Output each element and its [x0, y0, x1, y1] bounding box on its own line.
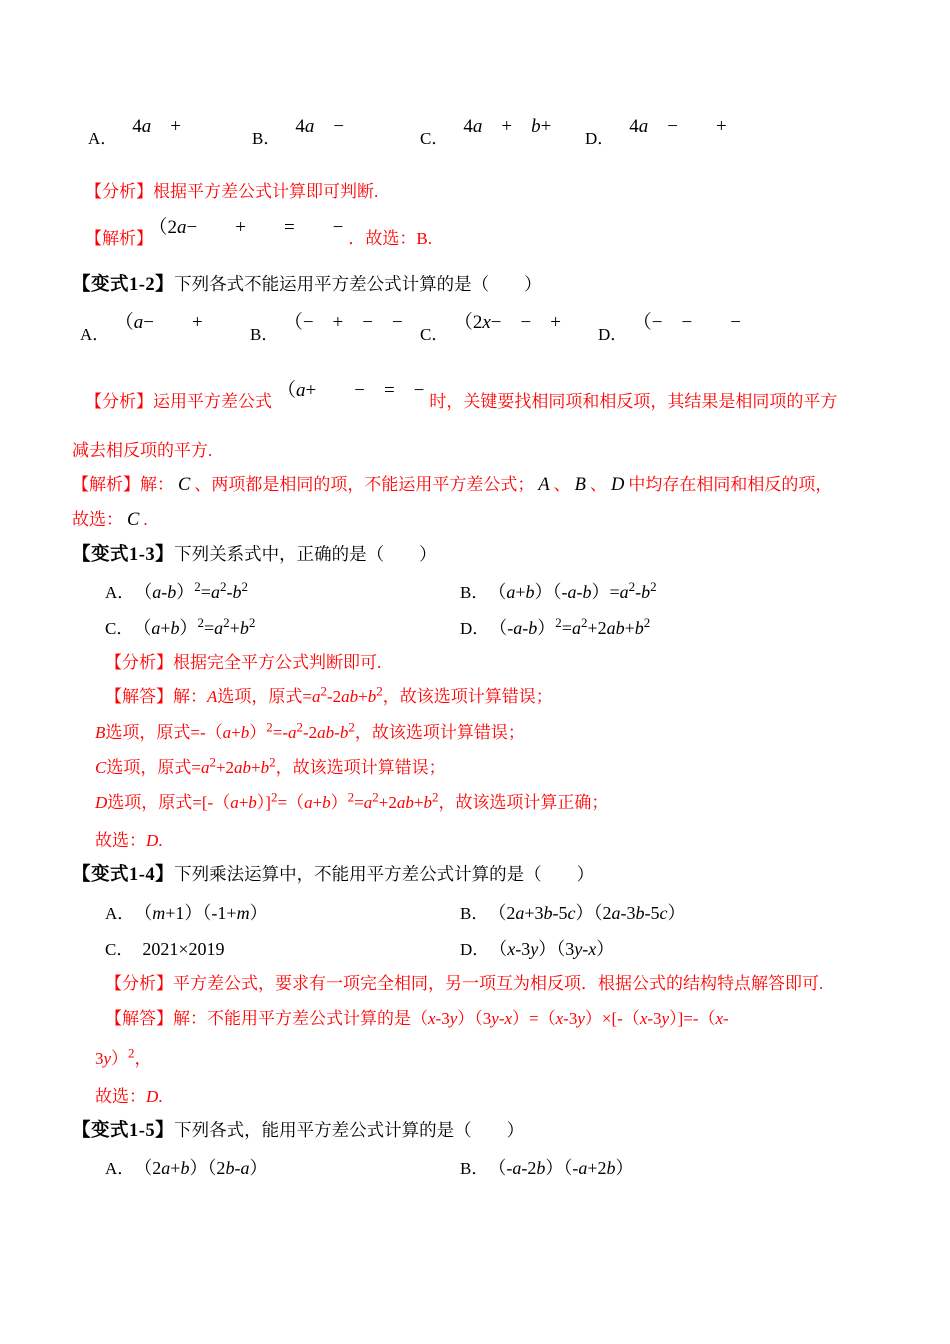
solution-text: D选项，原式$=[-(a+b)]^2=(a+b)^2=a^2+2ab+b^2$，故该选项计算正确；: [95, 789, 609, 812]
option-formula: （x-3y）（3y-x）: [498, 939, 615, 959]
variant-title: 下列各式，能用平方差公式计算的是（ ）: [174, 1120, 525, 1140]
option-formula: $(a+b)^2=a^2+b^2$: [142, 615, 256, 638]
analysis-text: 时，关键要找相同项和相反项，其结果是相同项的平方: [429, 392, 838, 411]
math-letter: D: [610, 475, 625, 495]
variant-tag: 【变式1-3】: [72, 545, 175, 565]
option-label: A．: [80, 325, 110, 344]
option-formula: （a− +: [124, 312, 203, 333]
analysis-text: 【分析】根据平方差公式计算即可判断.: [85, 182, 379, 201]
v12-solution-line: [72, 473, 832, 498]
option-formula: 4a + b+: [463, 116, 552, 137]
option-formula: （-a-2b）（-a+2b）: [497, 1158, 634, 1178]
option-formula: 4a +: [132, 116, 181, 137]
solution-text: 、: [589, 475, 607, 494]
v13-conclusion-line: [95, 830, 163, 853]
v15-option-a: [105, 1156, 267, 1181]
v14-conclusion-line: [95, 1086, 163, 1109]
solution-answer: ．故选：B.: [348, 229, 432, 248]
option-label: B．: [252, 129, 281, 148]
solution-text: 【解答】解：不能用平方差公式计算的是（x-3y）（3y-x）=（x-3y）×[-（x-3y）]=-（x-: [105, 1009, 729, 1028]
option-label: B．: [460, 1159, 489, 1178]
analysis-text: 【分析】平方差公式，要求有一项完全相同，另一项互为相反项．根据公式的结构特点解答即可.: [105, 974, 824, 993]
v13-option-d: [460, 616, 650, 641]
analysis-text: 【分析】运用平方差公式: [85, 392, 272, 411]
option-label: A．: [105, 904, 135, 923]
v14-option-d: [460, 937, 614, 962]
solution-text: 故选：D.: [95, 1087, 163, 1106]
q1-option-d: [585, 116, 727, 152]
solution-label: 【解析】: [85, 229, 153, 248]
option-label: B．: [460, 904, 489, 923]
variant-tag: 【变式1-4】: [72, 865, 175, 885]
solution-text: C选项，原式$=a^2+2ab+b^2$，故该选项计算错误；: [95, 754, 446, 777]
v12-analysis-line-1: [85, 380, 838, 415]
option-formula: （2x− − +: [463, 312, 561, 333]
option-formula: （− + − −: [293, 312, 403, 333]
math-letter: C: [178, 475, 191, 495]
option-label: A．: [105, 583, 135, 602]
option-label: C．: [105, 619, 134, 638]
v13-header: [72, 543, 437, 568]
option-formula: $(-a-b)^2=a^2+2ab+b^2$: [498, 615, 651, 638]
option-label: D．: [598, 325, 628, 344]
q1-analysis-line: [85, 181, 378, 204]
math-letter: A: [538, 475, 550, 495]
option-label: D．: [585, 129, 615, 148]
solution-text: 、两项都是相同的项，不能运用平方差公式；: [194, 475, 535, 494]
v13-analysis-line: [105, 652, 381, 675]
v15-header: [72, 1119, 524, 1144]
analysis-formula: （a+ − = −: [277, 380, 425, 401]
math-letter: B: [574, 475, 586, 495]
v13-option-b: [460, 580, 657, 605]
q1-option-b: [252, 116, 345, 152]
solution-text: 中均存在相同和相反的项，: [628, 475, 833, 494]
option-label: C．: [105, 940, 134, 959]
math-letter: C: [127, 510, 140, 530]
analysis-text: 【分析】根据完全平方公式判断即可.: [105, 653, 382, 672]
v12-analysis-line-2: [72, 440, 212, 463]
option-formula: 2021×2019: [142, 939, 225, 959]
solution-text: 故选：D.: [95, 831, 163, 850]
solution-text: B选项，原式$=-(a+b)^2=-a^2-2ab-b^2$，故该选项计算错误；: [95, 719, 525, 742]
v12-option-d: [598, 312, 741, 348]
q1-solution-line: [85, 217, 432, 252]
option-formula: 4a −: [295, 116, 345, 137]
v13-solution-line-4: [95, 789, 609, 815]
v12-option-b: [250, 312, 403, 348]
solution-text: 【解答】解：A选项，原式$=a^2-2ab+b^2$，故该选项计算错误；: [105, 683, 553, 706]
variant-tag: 【变式1-2】: [72, 275, 175, 295]
solution-text: 3y）$^2$，: [95, 1045, 152, 1068]
option-label: C．: [420, 325, 449, 344]
variant-title: 下列各式不能运用平方差公式计算的是（ ）: [174, 274, 542, 294]
q1-option-a: [88, 116, 181, 152]
option-label: C．: [420, 129, 449, 148]
option-label: D．: [460, 619, 490, 638]
option-label: A．: [88, 129, 118, 148]
v14-option-b: [460, 901, 686, 926]
v14-solution-line-1: [105, 1008, 729, 1031]
option-label: B．: [460, 583, 489, 602]
v13-option-a: [105, 580, 248, 605]
v14-analysis-line: [105, 973, 823, 996]
option-label: A．: [105, 1159, 135, 1178]
variant-title: 下列关系式中，正确的是（ ）: [174, 544, 437, 564]
option-formula: （− − −: [642, 312, 741, 333]
v14-option-a: [105, 901, 268, 926]
option-formula: $(a+b)(-a-b)=a^2-b^2$: [497, 579, 657, 602]
variant-title: 下列乘法运算中，不能用平方差公式计算的是（ ）: [174, 864, 595, 884]
v12-option-a: [80, 312, 203, 348]
solution-formula: （2a− + = −: [158, 217, 344, 238]
solution-text: 【解析】解：: [72, 475, 174, 494]
option-formula: $(a-b)^2=a^2-b^2$: [143, 579, 248, 602]
v15-option-b: [460, 1156, 634, 1181]
v14-header: [72, 863, 594, 888]
v14-solution-line-2: [95, 1045, 152, 1071]
option-formula: （m+1）（-1+m）: [143, 903, 268, 923]
option-formula: （2a+b）（2b-a）: [143, 1158, 268, 1178]
q1-option-c: [420, 116, 552, 152]
solution-text: 故选：: [72, 510, 123, 529]
variant-tag: 【变式1-5】: [72, 1121, 175, 1141]
v12-conclusion-line: [72, 508, 148, 533]
solution-text: 、: [553, 475, 571, 494]
option-label: B．: [250, 325, 279, 344]
analysis-text: 减去相反项的平方.: [72, 441, 213, 460]
v14-option-c: [105, 937, 225, 962]
option-formula: （2a+3b-5c）（2a-3b-5c）: [497, 903, 686, 923]
v13-solution-line-2: [95, 719, 525, 745]
v13-option-c: [105, 616, 255, 641]
v13-solution-line-1: [105, 683, 553, 709]
option-label: D．: [460, 940, 490, 959]
solution-text: .: [143, 510, 148, 529]
v12-option-c: [420, 312, 561, 348]
option-formula: 4a − +: [629, 116, 727, 137]
v12-header: [72, 273, 542, 298]
v13-solution-line-3: [95, 754, 446, 780]
